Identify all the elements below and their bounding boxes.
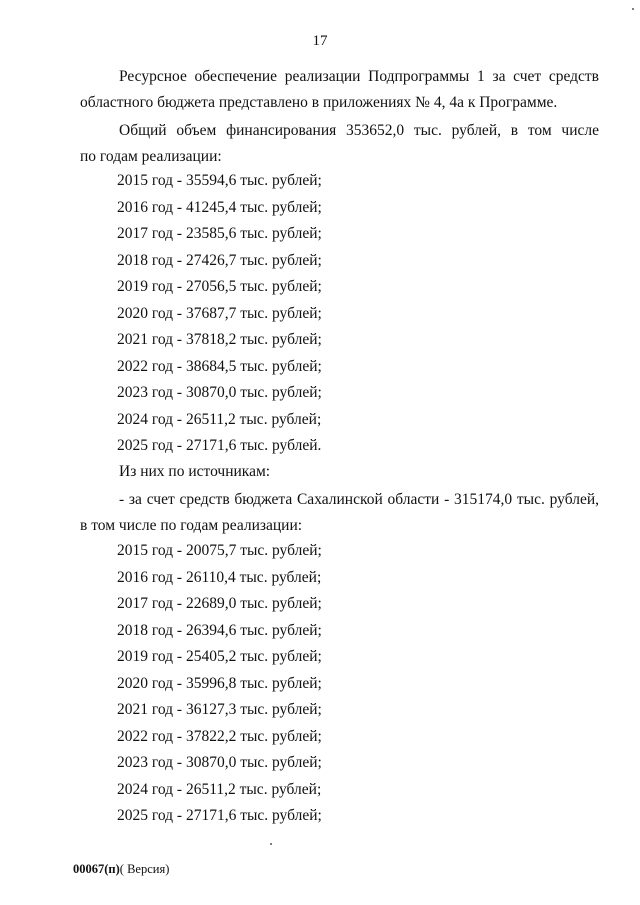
list-item: 2023 год - 30870,0 тыс. рублей;	[117, 384, 322, 401]
list-item: 2021 год - 37818,2 тыс. рублей;	[117, 331, 322, 348]
paragraph-total-line2: по годам реализации:	[80, 148, 222, 165]
paragraph-total-line1: Общий объем финансирования 353652,0 тыс. рублей, в том числе	[119, 122, 599, 139]
list-item: 2018 год - 26394,6 тыс. рублей;	[117, 621, 322, 639]
paragraph-resources-line1: Ресурсное обеспечение реализации Подпрограммы 1 за счет средств	[119, 68, 599, 85]
list-item: 2015 год - 20075,7 тыс. рублей;	[117, 542, 322, 559]
list-item: 2016 год - 41245,4 тыс. рублей;	[117, 198, 322, 216]
list-item: 2024 год - 26511,2 тыс. рублей;	[117, 410, 322, 428]
list-item: 2019 год - 27056,5 тыс. рублей;	[117, 278, 322, 295]
scan-speck	[632, 8, 634, 10]
list-item: 2022 год - 38684,5 тыс. рублей;	[117, 357, 322, 375]
list-item: 2017 год - 23585,6 тыс. рублей;	[117, 225, 322, 242]
page-number: 17	[312, 33, 328, 49]
scan-speck	[270, 843, 272, 845]
total-by-year-list	[117, 168, 322, 460]
list-item: 2022 год - 37822,2 тыс. рублей;	[117, 727, 322, 745]
list-item: 2016 год - 26110,4 тыс. рублей;	[117, 568, 322, 586]
list-item: 2020 год - 35996,8 тыс. рублей;	[117, 674, 322, 692]
sources-intro: Из них по источникам:	[119, 463, 271, 480]
list-item: 2025 год - 27171,6 тыс. рублей;	[117, 807, 322, 824]
list-item: 2017 год - 22689,0 тыс. рублей;	[117, 595, 322, 612]
list-item: 2019 год - 25405,2 тыс. рублей;	[117, 648, 322, 665]
list-item: 2024 год - 26511,2 тыс. рублей;	[117, 780, 322, 798]
list-item: 2020 год - 37687,7 тыс. рублей;	[117, 304, 322, 322]
list-item: 2018 год - 27426,7 тыс. рублей;	[117, 251, 322, 269]
paragraph-resources-line2: областного бюджета представлено в приложениях № 4, 4а к Программе.	[80, 94, 558, 111]
list-item: 2025 год - 27171,6 тыс. рублей.	[117, 437, 322, 454]
list-item: 2023 год - 30870,0 тыс. рублей;	[117, 754, 322, 771]
regional-budget-line2: в том числе по годам реализации:	[80, 517, 303, 534]
footer-code: 00067(п)	[73, 862, 120, 876]
list-item: 2015 год - 35594,6 тыс. рублей;	[117, 172, 322, 189]
regional-budget-line1: - за счет средств бюджета Сахалинской области - 315174,0 тыс. рублей,	[119, 491, 599, 508]
regional-by-year-list	[117, 538, 322, 830]
list-item: 2021 год - 36127,3 тыс. рублей;	[117, 701, 322, 718]
footer-version-label: ( Версия)	[119, 862, 170, 876]
footer-version	[73, 862, 169, 877]
